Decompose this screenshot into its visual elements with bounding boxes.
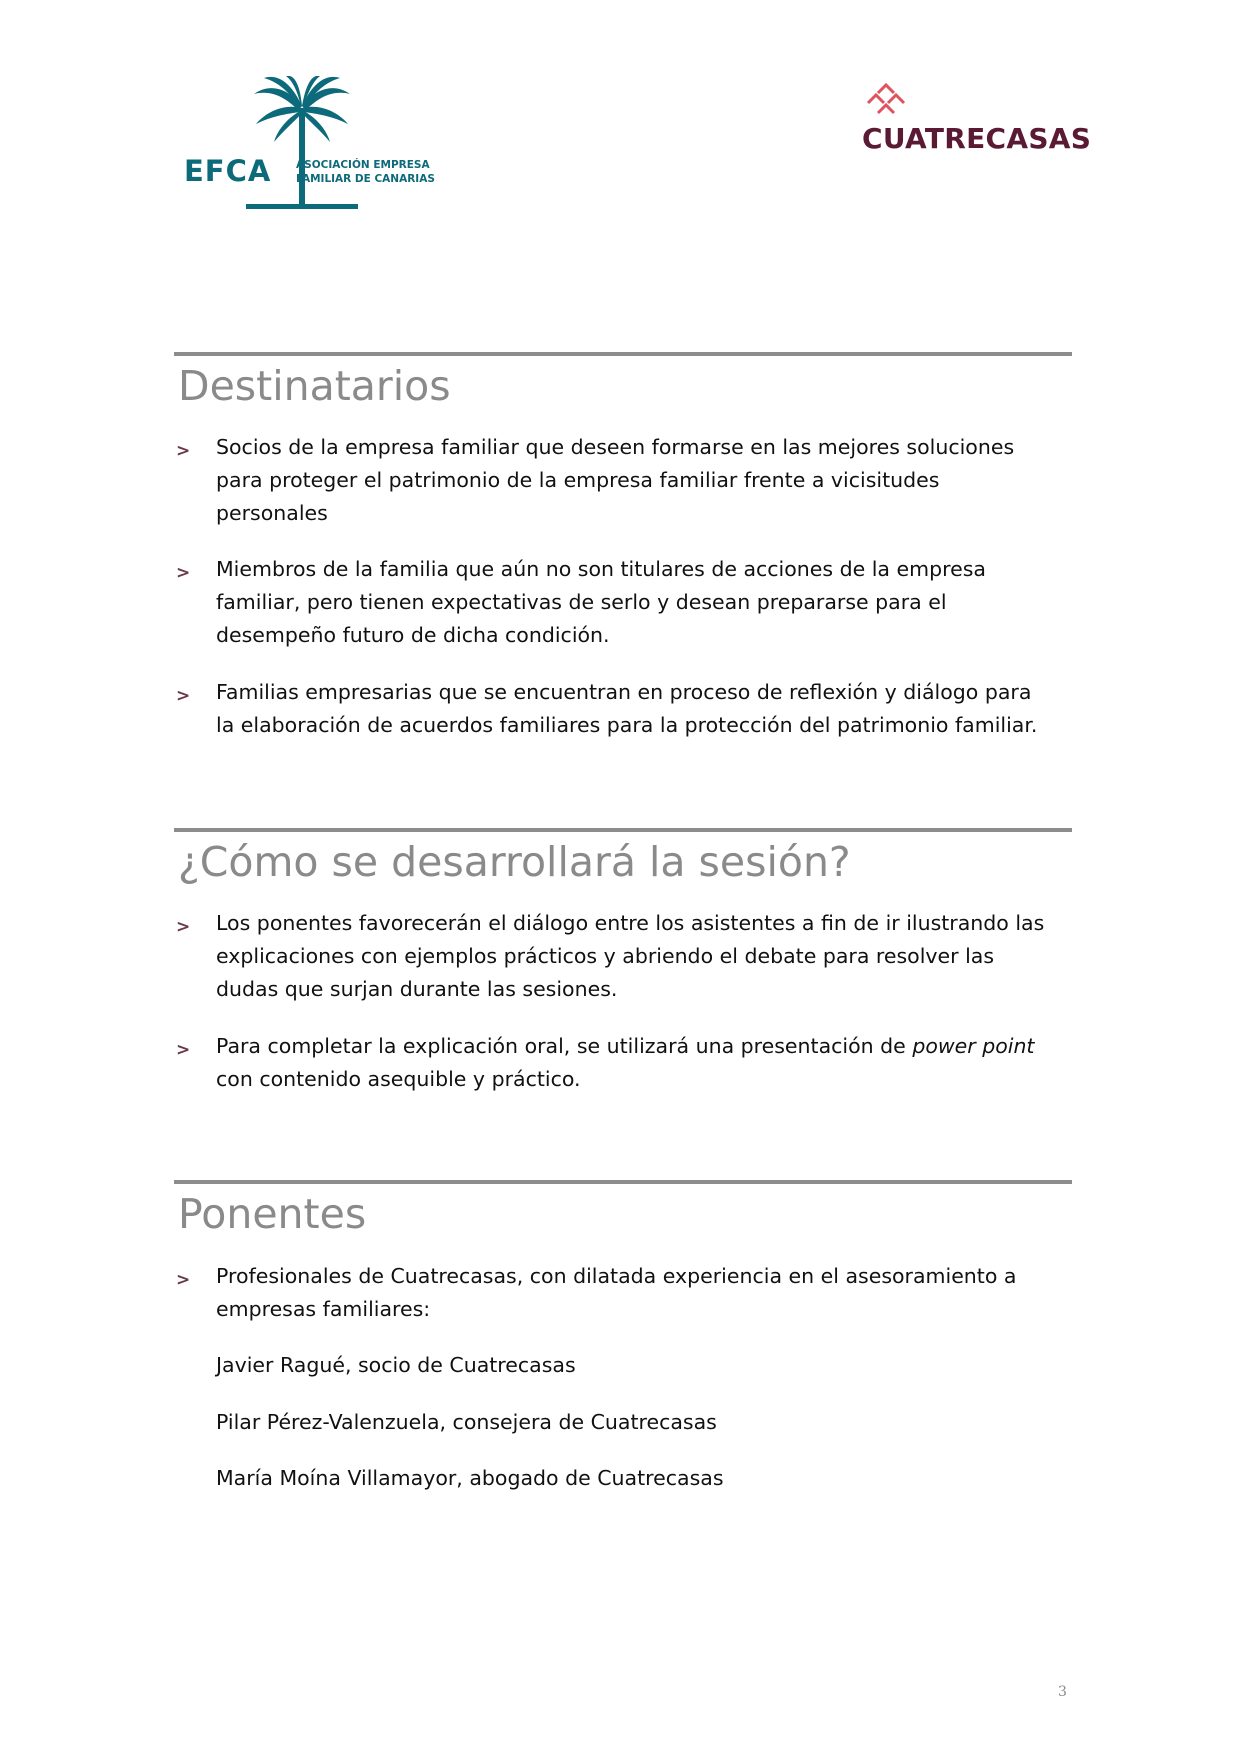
text-line: [216, 1030, 1076, 1063]
text-line: con contenido asequible y práctico.: [216, 1067, 581, 1091]
text-line: Socios de la empresa familiar que deseen formarse en las mejores soluciones: [216, 435, 1015, 459]
speaker-item: [216, 1406, 1076, 1439]
efca-subtitle-line1: ASOCIACIÓN EMPRESA: [296, 159, 430, 171]
bullet-marker: >: [176, 563, 191, 583]
destinatarios-item-3: [216, 676, 1076, 742]
text-line: explicaciones con ejemplos prácticos y abriendo el debate para resolver las: [216, 944, 995, 968]
ponentes-intro: [216, 1260, 1076, 1326]
destinatarios-item-1: [216, 431, 1076, 530]
sesion-item-2: [216, 1030, 1076, 1096]
cuatrecasas-wordmark: CUATRECASAS: [862, 122, 1092, 155]
efca-subtitle: [296, 158, 435, 186]
text-line: desempeño futuro de dicha condición.: [216, 623, 610, 647]
speaker-name: Javier Ragué, socio de Cuatrecasas: [216, 1353, 576, 1377]
bullet-marker: >: [176, 917, 191, 937]
bullet-marker: >: [176, 441, 191, 461]
speaker-name: Pilar Pérez-Valenzuela, consejera de Cuatrecasas: [216, 1410, 717, 1434]
chevrons-mark-icon: [862, 82, 910, 118]
text-line: personales: [216, 501, 328, 525]
section-title-destinatarios: Destinatarios: [178, 362, 451, 410]
bullet-marker: >: [176, 1040, 191, 1060]
text-line: para proteger el patrimonio de la empresa familiar frente a vicisitudes: [216, 468, 940, 492]
section-divider: [174, 352, 1072, 356]
bullet-marker: >: [176, 1270, 191, 1290]
text-segment: Para completar la explicación oral, se utilizará una presentación de: [216, 1034, 913, 1058]
page-number: 3: [1058, 1684, 1067, 1700]
speaker-item: [216, 1349, 1076, 1382]
text-line: familiar, pero tienen expectativas de serlo y desean prepararse para el: [216, 590, 947, 614]
bullet-marker: >: [176, 686, 191, 706]
text-line: Profesionales de Cuatrecasas, con dilatada experiencia en el asesoramiento a: [216, 1264, 1017, 1288]
efca-wordmark: EFCA: [184, 154, 272, 188]
section-divider: [174, 1180, 1072, 1184]
sesion-item-1: [216, 907, 1076, 1006]
palm-tree-icon: [246, 76, 358, 212]
section-divider: [174, 828, 1072, 832]
text-line: Familias empresarias que se encuentran en proceso de reflexión y diálogo para: [216, 680, 1032, 704]
text-line: Los ponentes favorecerán el diálogo entre los asistentes a fin de ir ilustrando las: [216, 911, 1045, 935]
text-line: la elaboración de acuerdos familiares para la protección del patrimonio familiar.: [216, 713, 1038, 737]
text-line: Miembros de la familia que aún no son titulares de acciones de la empresa: [216, 557, 986, 581]
efca-logo: [180, 76, 435, 216]
text-line: dudas que surjan durante las sesiones.: [216, 977, 618, 1001]
efca-subtitle-line2: FAMILIAR DE CANARIAS: [296, 173, 435, 185]
speaker-item: [216, 1462, 1076, 1495]
section-title-ponentes: Ponentes: [178, 1190, 367, 1238]
section-title-sesion: ¿Cómo se desarrollará la sesión?: [178, 838, 851, 886]
text-line: empresas familiares:: [216, 1297, 431, 1321]
cuatrecasas-logo: [862, 82, 1092, 162]
emphasis-text: power point: [912, 1034, 1035, 1058]
destinatarios-item-2: [216, 553, 1076, 652]
speaker-name: María Moína Villamayor, abogado de Cuatrecasas: [216, 1466, 724, 1490]
